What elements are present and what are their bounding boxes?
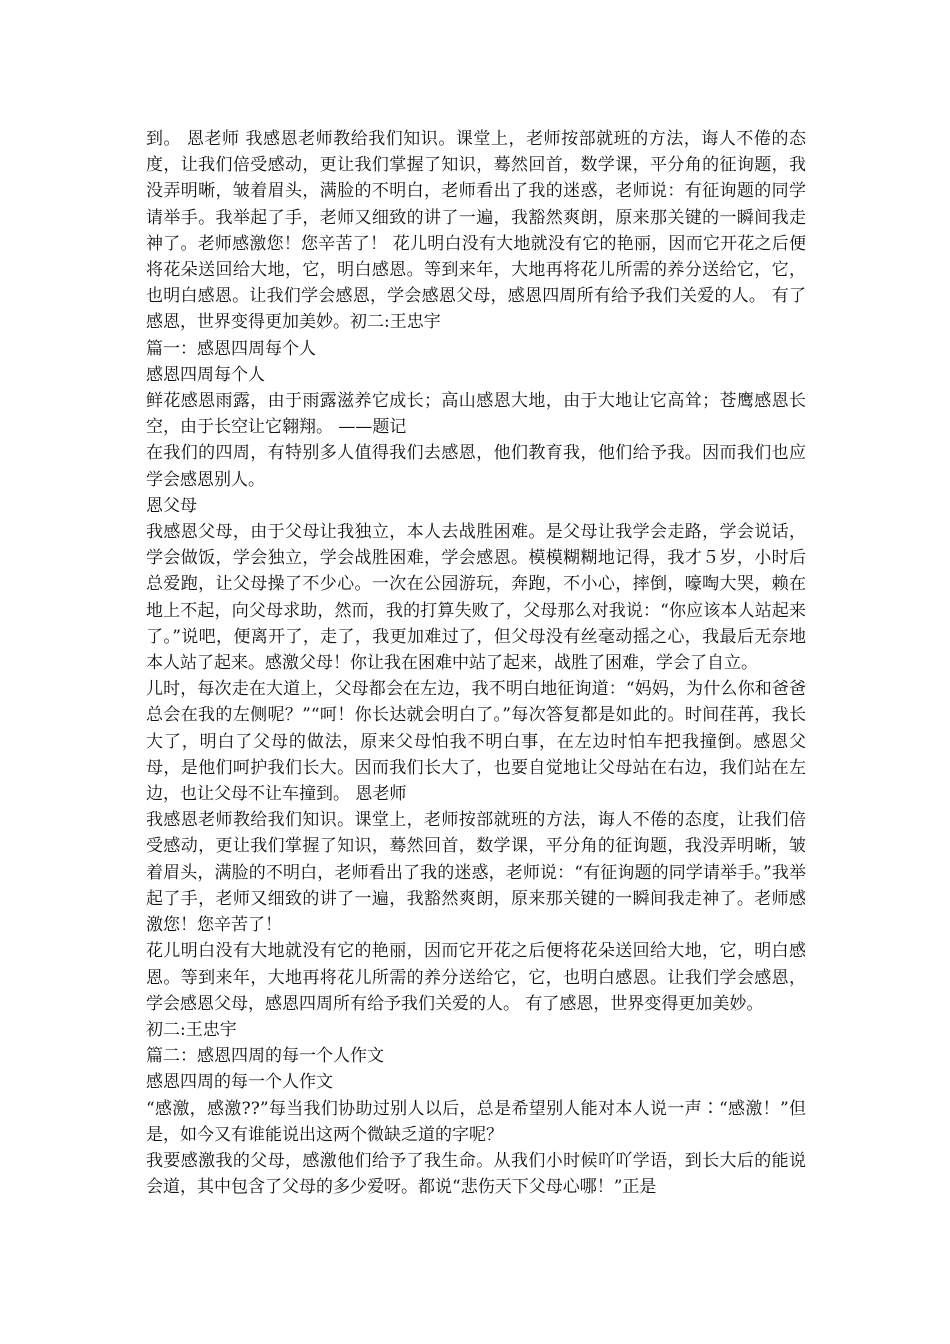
paragraph: 到。 恩老师 我感恩老师教给我们知识。课堂上，老师按部就班的方法，诲人不倦的态度，让我们倍受感动，更让我们掌握了知识，蓦然回首，数学课，平分角的征询题，我没弄明晰，皱着眉头，满脸的不明白，老师看出了我的迷惑，老师说：有征询题的同学请举手。我举起了手，老师又细致的讲了一遍，我豁然爽朗，原来那关键的一瞬间我走神了。老师感激您！您辛苦了！ 花儿明白没有大地就没有它的艳丽，因而它开花之后便将花朵送回给大地，它，明白感恩。等到来年，大地再将花儿所需的养分送给它，它，也明白感恩。让我们学会感恩，学会感恩父母，感恩四周所有给予我们关爱的人。 有了感恩，世界变得更加美妙。初二:王忠宇 xyxy=(146,129,806,333)
paragraph: 我要感激我的父母，感激他们给予了我生命。从我们小时候吖吖学语，到长大后的能说会道，其中包含了父母的多少爱呀。都说“悲伤天下父母心哪！”正是 xyxy=(146,1150,806,1198)
paragraph: 我感恩老师教给我们知识。课堂上，老师按部就班的方法，诲人不倦的态度，让我们倍受感动，更让我们掌握了知识，蓦然回首，数学课，平分角的征询题，我没弄明晰，皱着眉头，满脸的不明白，老师看出了我的迷惑，老师说：“有征询题的同学请举手。”我举起了手，老师又细致的讲了一遍，我豁然爽朗，原来那关键的一瞬间我走神了。老师感激您！您辛苦了！ xyxy=(146,810,806,936)
paragraph: “感激，感激??”每当我们协助过别人以后，总是希望别人能对本人说一声∶“感激！”但是，如今又有谁能说出这两个微缺乏道的字呢？ xyxy=(146,1098,806,1145)
subheading: 恩父母 xyxy=(146,495,197,516)
paragraph: 花儿明白没有大地就没有它的艳丽，因而它开花之后便将花朵送回给大地，它，明白感恩。等到来年，大地再将花儿所需的养分送给它，它，也明白感恩。让我们学会感恩，学会感恩父母，感恩四周所有给予我们关爱的人。 有了感恩，世界变得更加美妙。 xyxy=(146,941,806,1014)
section-heading: 篇一：感恩四周每个人 xyxy=(146,338,316,359)
section-heading: 篇二：感恩四周的每一个人作文 xyxy=(146,1046,384,1067)
article-title: 感恩四周的每一个人作文 xyxy=(146,1072,333,1093)
paragraph: 鲜花感恩雨露，由于雨露滋养它成长；高山感恩大地，由于大地让它高耸；苍鹰感恩长空，由于长空让它翱翔。 ——题记 xyxy=(146,391,806,438)
author-line: 初二:王忠宇 xyxy=(146,1019,237,1040)
paragraph: 我感恩父母，由于父母让我独立，本人去战胜困难。是父母让我学会走路，学会说话，学会做饭，学会独立，学会战胜困难，学会感恩。模模糊糊地记得，我才５岁，小时后总爱跑，让父母操了不少心。一次在公园游玩，奔跑，不小心，摔倒，嚎啕大哭，赖在地上不起，向父母求助，然而，我的打算失败了，父母那么对我说：“你应该本人站起来了。”说吧，便离开了，走了，我更加难过了，但父母没有丝毫动摇之心，我最后无奈地本人站了起来。感激父母！你让我在困难中站了起来，战胜了困难，学会了自立。 xyxy=(146,522,806,674)
paragraph: 在我们的四周，有特别多人值得我们去感恩，他们教育我，他们给予我。因而我们也应学会感恩别人。 xyxy=(146,443,806,490)
document-page xyxy=(146,126,806,1200)
paragraph: 儿时，每次走在大道上，父母都会在左边，我不明白地征询道：“妈妈，为什么你和爸爸总会在我的左侧呢？”“呵！你长达就会明白了。”每次答复都是如此的。时间荏苒，我长大了，明白了父母的做法，原来父母怕我不明白事，在左边时怕车把我撞倒。感恩父母，是他们呵护我们长大。因而我们长大了，也要自觉地让父母站在右边，我们站在左边，也让父母不让车撞到。 恩老师 xyxy=(146,679,806,805)
article-title: 感恩四周每个人 xyxy=(146,364,265,385)
